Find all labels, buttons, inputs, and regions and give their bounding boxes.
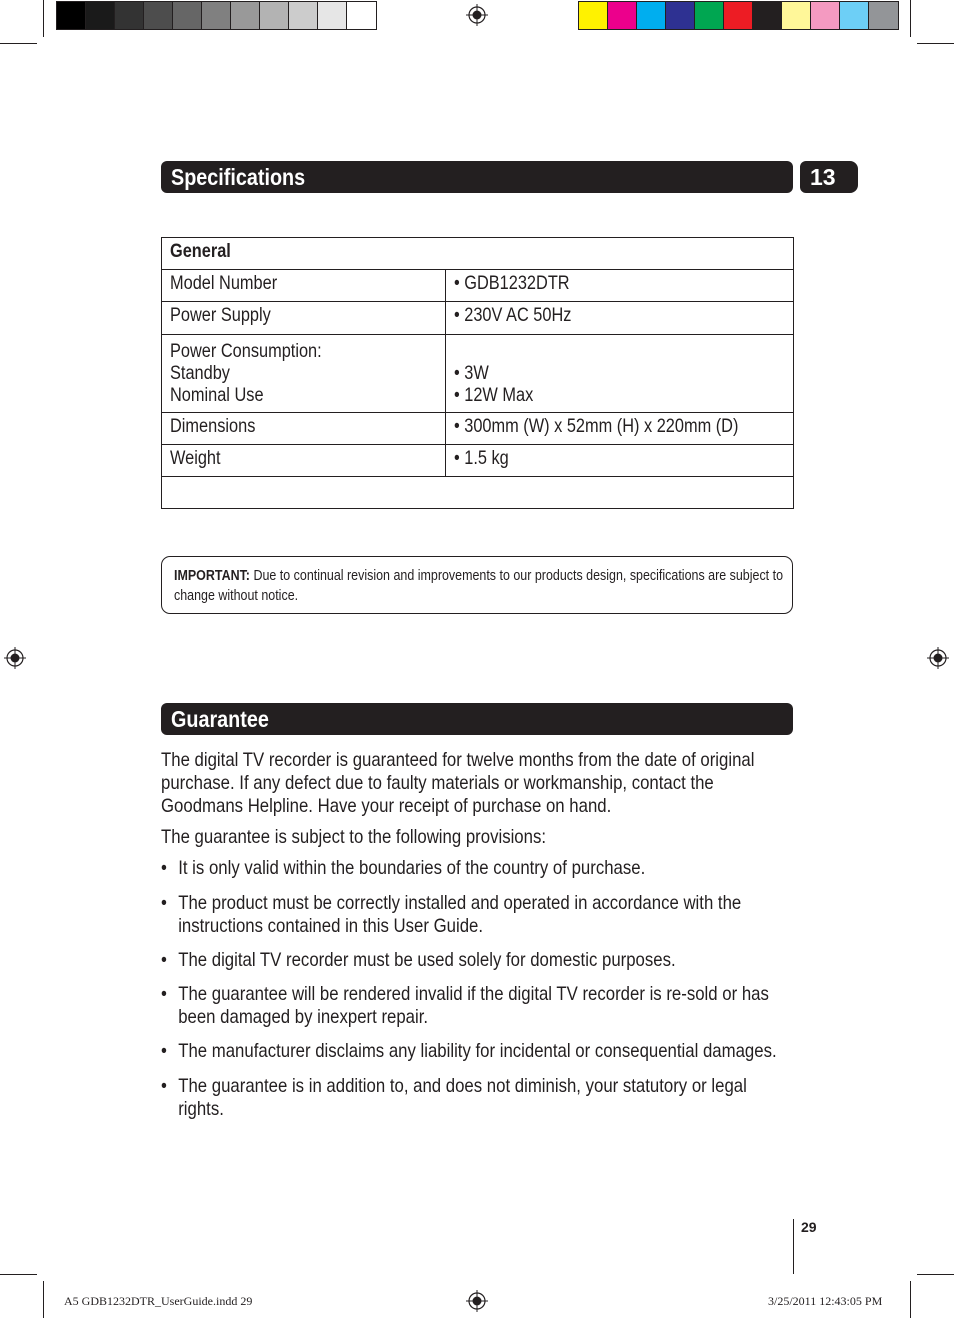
- important-label: IMPORTANT:: [174, 568, 250, 584]
- important-notice: [161, 556, 793, 614]
- chapter-number: 13: [810, 164, 836, 190]
- color-swatch: [289, 2, 318, 29]
- list-item: • The guarantee will be rendered invalid if the digital TV recorder is re-sold or has been damaged by inexpert repair.: [161, 983, 769, 1028]
- spec-value: • 3W: [454, 363, 490, 384]
- list-item: • It is only valid within the boundaries of the country of purchase.: [161, 857, 646, 879]
- color-swatch: [144, 2, 173, 29]
- color-swatch: [724, 2, 753, 29]
- color-swatch: [608, 2, 637, 29]
- color-swatch: [753, 2, 782, 29]
- table-heading: General: [170, 241, 231, 262]
- spec-value: • GDB1232DTR: [454, 273, 570, 294]
- color-swatch: [57, 2, 86, 29]
- registration-mark-icon: [927, 647, 949, 669]
- color-swatch: [869, 2, 898, 29]
- color-swatch: [637, 2, 666, 29]
- color-swatch: [260, 2, 289, 29]
- footer-timestamp: 3/25/2011 12:43:05 PM: [768, 1294, 883, 1308]
- table-row: [162, 335, 794, 413]
- list-item: • The guarantee is in addition to, and does not diminish, your statutory or legal rights.: [161, 1075, 747, 1120]
- color-swatch: [173, 2, 202, 29]
- table-row: [162, 413, 794, 445]
- color-swatch: [811, 2, 840, 29]
- gray-calibration-bar: [56, 1, 377, 30]
- color-swatch: [782, 2, 811, 29]
- color-swatch: [347, 2, 376, 29]
- page-number: 29: [801, 1219, 817, 1235]
- table-empty-row: [162, 477, 794, 509]
- registration-mark-icon: [466, 1290, 488, 1312]
- spec-value: • 12W Max: [454, 385, 534, 406]
- table-row: [162, 270, 794, 302]
- spec-value: • 1.5 kg: [454, 448, 510, 469]
- color-calibration-bar: [578, 1, 899, 30]
- table-row: [162, 302, 794, 335]
- color-swatch: [231, 2, 260, 29]
- table-heading-row: [162, 238, 794, 270]
- spec-label: Power Supply: [170, 305, 271, 326]
- spec-label: Model Number: [170, 273, 278, 294]
- specifications-table: [161, 237, 794, 509]
- registration-mark-icon: [466, 4, 488, 26]
- color-swatch: [579, 2, 608, 29]
- list-item: • The digital TV recorder must be used solely for domestic purposes.: [161, 949, 676, 971]
- guarantee-header: [161, 703, 793, 735]
- table-row: [162, 445, 794, 477]
- spec-label: Dimensions: [170, 416, 256, 437]
- spec-label: Weight: [170, 448, 221, 469]
- spec-label: Power Consumption:: [170, 341, 322, 362]
- spec-label: Nominal Use: [170, 385, 264, 406]
- list-item: • The manufacturer disclaims any liability for incidental or consequential damages.: [161, 1040, 777, 1062]
- color-swatch: [666, 2, 695, 29]
- color-swatch: [840, 2, 869, 29]
- registration-mark-icon: [4, 647, 26, 669]
- spec-value: • 300mm (W) x 52mm (H) x 220mm (D): [454, 416, 739, 437]
- specifications-header: [161, 161, 793, 193]
- color-swatch: [695, 2, 724, 29]
- provisions-intro: The guarantee is subject to the following provisions:: [161, 826, 546, 848]
- list-item: • The product must be correctly installed and operated in accordance with the instructions contained in this User Guide.: [161, 892, 742, 937]
- color-swatch: [115, 2, 144, 29]
- spec-value: • 230V AC 50Hz: [454, 305, 572, 326]
- footer-file-name: A5 GDB1232DTR_UserGuide.indd 29: [64, 1294, 253, 1308]
- important-text: Due to continual revision and improvements to our products design, specifications are subject to change without notice.: [174, 568, 784, 604]
- color-swatch: [318, 2, 347, 29]
- section-title: Specifications: [171, 164, 306, 190]
- spec-label: Standby: [170, 363, 230, 384]
- color-swatch: [202, 2, 231, 29]
- section-title: Guarantee: [171, 706, 269, 732]
- chapter-number-tab: [800, 161, 858, 193]
- color-swatch: [86, 2, 115, 29]
- guarantee-intro: The digital TV recorder is guaranteed for twelve months from the date of original purchase. If any defect due to faulty materials or workmanship, contact the Goodmans Helpline. Have your receipt of purchase on hand.: [161, 749, 755, 817]
